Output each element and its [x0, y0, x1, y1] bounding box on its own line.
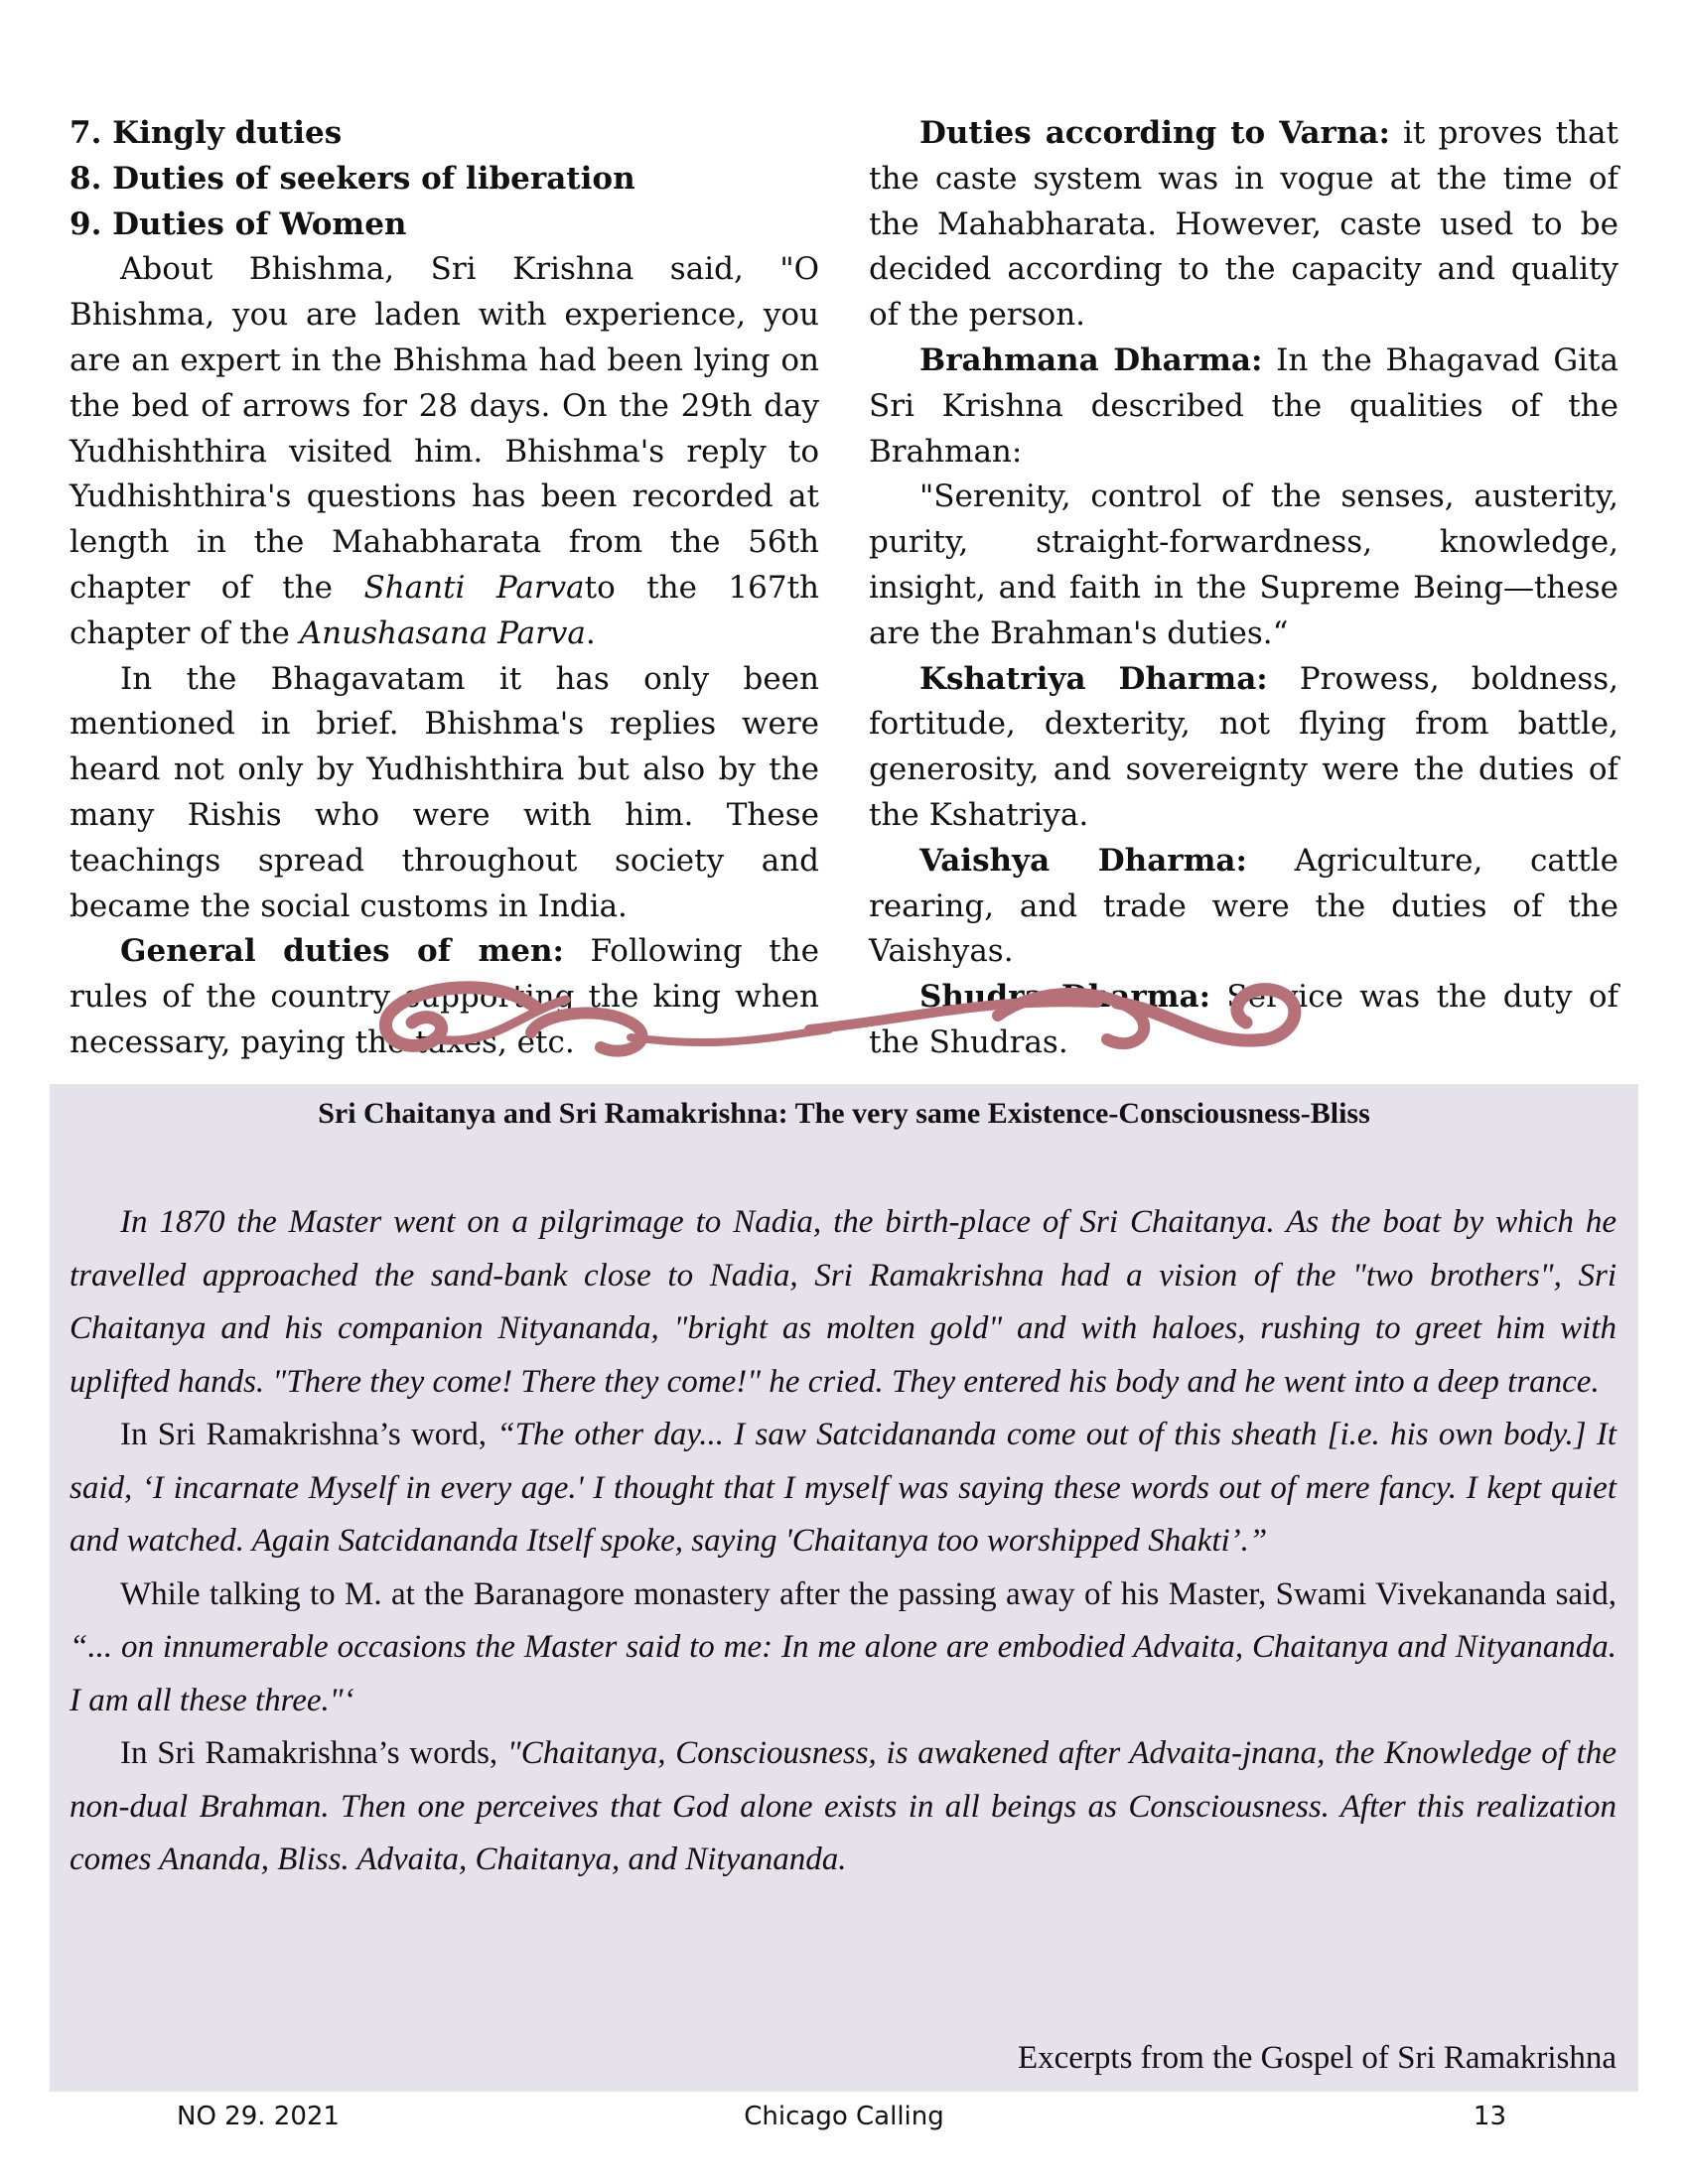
paragraph-text: Prowess, boldness, fortitude, dexterity, not flying from battle, generosity, and sovereignty were the duties of the Kshatriya. — [869, 660, 1619, 833]
paragraph-text: it proves that the caste system was in vogue at the time of the Mahabharata. However, caste used to be decided according to the capacity and quality of the person. — [869, 115, 1618, 334]
scroll-flourish-icon — [343, 978, 1345, 1069]
paragraph-text: Agriculture, cattle rearing, and trade were the duties of the Vaishyas. — [869, 842, 1619, 970]
section-heading: Vaishya Dharma: — [919, 842, 1247, 879]
bhishma-paragraph — [70, 247, 819, 656]
vaishya-paragraph — [869, 839, 1618, 975]
brahmana-paragraph — [869, 339, 1618, 475]
chaitanya-paragraph — [70, 1727, 1617, 1887]
paragraph-text: Following the rules of the country supporting the king when necessary, paying the taxes, etc. — [70, 933, 819, 1060]
list-item: 9. Duties of Women — [70, 205, 407, 242]
quote-text: "Chaitanya, Consciousness, is awakened after Advaita-jnana, the Knowledge of the non-dual Brahman. Then one perceives that God alone exists in all beings as Consciousness. After this realization comes Ananda, Bliss. Advaita, Chaitanya, and Nityananda. — [70, 1735, 1617, 1877]
vivekananda-paragraph — [70, 1569, 1617, 1728]
varna-paragraph — [869, 111, 1618, 339]
footer-issue: NO 29. 2021 — [177, 2102, 340, 2131]
left-column — [70, 111, 819, 1066]
paragraph-text: . — [585, 614, 596, 651]
list-item: 8. Duties of seekers of liberation — [70, 160, 635, 197]
nadia-paragraph: In 1870 the Master went on a pilgrimage to Nadia, the birth-place of Sri Chaitanya. As the boat by which he travelled approached the sand-bank close to Nadia, Sri Ramakrishna had a vision of the "two brothers", Sri Chaitanya and his companion Nityananda, "bright as molten gold" and with haloes, rushing to greet him with uplifted hands. "There they come! There they come!" he cried. They entered his body and he went into a deep trance. — [70, 1204, 1617, 1400]
right-column — [869, 111, 1618, 1066]
section-heading: General duties of men: — [120, 933, 564, 970]
paragraph-text: to the 167th chapter of the — [70, 569, 819, 651]
bhagavatam-paragraph: In the Bhagavatam it has only been mentioned in brief. Bhishma's replies were heard not only by Yudhishthira but also by the many Rishis who were with him. These teachings spread throughout society and became the social customs in India. — [70, 660, 819, 924]
quote-text: “... on innumerable occasions the Master said to me: In me alone are embodied Advaita, Chaitanya and Nityananda. I am all these three."‘ — [70, 1629, 1617, 1718]
section-heading: Brahmana Dharma: — [919, 341, 1263, 378]
box-title: Sri Chaitanya and Sri Ramakrishna: The very same Existence-Consciousness-Bliss — [318, 1097, 1370, 1130]
list-item: 7. Kingly duties — [70, 115, 343, 151]
box-body — [70, 1196, 1617, 1887]
source-credit: Excerpts from the Gospel of Sri Ramakrishna — [1017, 2040, 1617, 2076]
section-heading: Kshatriya Dharma: — [919, 660, 1268, 697]
quote-text: “The other day... I saw Satcidananda come out of this sheath [i.e. his own body.] It said, ‘I incarnate Myself in every age.' I thought that I myself was saying these words out of mere fancy. I kept quiet and watched. Again Satcidananda Itself spoke, saying 'Chaitanya too worshipped Shakti’.” — [70, 1417, 1618, 1559]
paragraph-text: Service was the duty of the Shudras. — [869, 979, 1618, 1060]
kshatriya-paragraph — [869, 657, 1618, 839]
footer-publication: Chicago Calling — [744, 2102, 944, 2131]
satcidananda-paragraph — [70, 1409, 1617, 1569]
paragraph-text: In Sri Ramakrishna’s words, — [120, 1735, 507, 1771]
paragraph-text: About Bhishma, Sri Krishna said, "O Bhishma, you are laden with experience, you are an expert in the Bhishma had been lying on the bed of arrows for 28 days. On the 29th day Yudhishthira visited him. Bhishma's reply to Yudhishthira's questions has been recorded at length in the Mahabharata from the 56th chapter of the — [70, 251, 819, 606]
footer-page-number: 13 — [1473, 2102, 1506, 2131]
paragraph-text: In the Bhagavad Gita Sri Krishna described the qualities of the Brahman: — [869, 341, 1618, 470]
paragraph-text: While talking to M. at the Baranagore monastery after the passing away of his Master, Swami Vivekananda said, — [120, 1575, 1617, 1612]
gita-quote: "Serenity, control of the senses, austerity, purity, straight-forwardness, knowledge, insight, and faith in the Supreme Being—these are the Brahman's duties.“ — [869, 478, 1618, 651]
italic-title: Shanti Parva — [363, 569, 585, 606]
section-heading: Duties according to Varna: — [919, 115, 1390, 151]
paragraph-text: In Sri Ramakrishna’s word, — [120, 1417, 497, 1452]
italic-title: Anushasana Parva — [299, 614, 586, 651]
section-heading: Shudra Dharma: — [919, 979, 1211, 1016]
